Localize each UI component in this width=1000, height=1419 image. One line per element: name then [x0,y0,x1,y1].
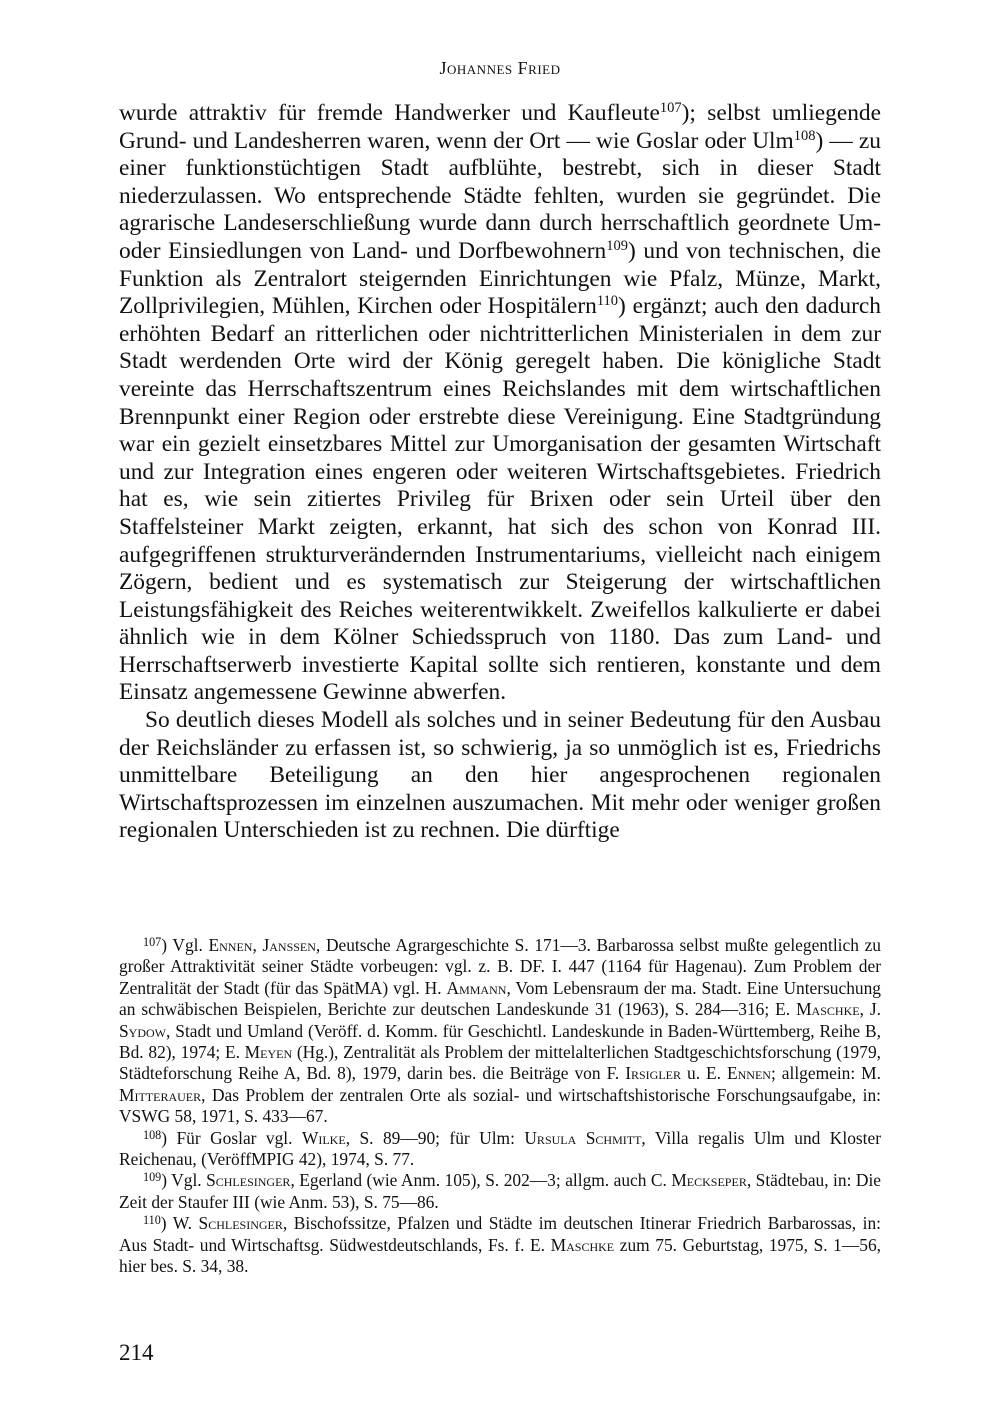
text-run: ) — zu einer funktionstüchtigen Stadt aufblühte, bestrebt, sich in dieser Stadt niederzulassen. Wo entsprechende Städte fehlten, wurden sie gegründet. Die agrarische Landeserschließung wurde dann durch herrschaftlich geordnete Um- oder Einsiedlungen von Land- und Dorfbewohnern [119,127,882,264]
text-run: zum 75. Geburtstag, 1975, S. 1—56, hier bes. S. 34, 38. [119,1234,882,1277]
author-name: Ursula Schmitt [524,1127,642,1148]
footnote-number: 107 [143,935,162,950]
author-name: Ammann [446,977,507,998]
text-run: , Deutsche Agrargeschichte S. 171—3. Barbarossa selbst mußte gelegentlich zu großer Attraktivität seiner Städte vorbeugen: vgl. z. B. DF. I. 447 (1164 für Hagenau). Zum Problem der Zentralität der Stadt (für das SpätMA) vgl. H. [119,935,882,998]
author-name: Wilke [301,1127,346,1148]
text-run: u. E. [681,1063,727,1084]
text-run: ; allgemein: M. [770,1063,881,1084]
text-run: wurde attraktiv für fremde Handwerker und Kaufleute [119,100,660,126]
author-name: Meyen [244,1042,293,1063]
footnote-number: 109 [143,1170,162,1185]
author-name: Mitterauer [119,1084,202,1105]
author-name: Meckseper [671,1170,747,1191]
text-run: ) W. [160,1213,199,1234]
footnote-110 [119,1213,881,1277]
footnote-number: 108 [143,1127,162,1142]
text-run: , Villa regalis Ulm und Kloster Reichenau, (VeröffMPIG 42), 1974, S. 77. [119,1127,881,1170]
paragraph [119,100,881,707]
text-run: ) und von technischen, die Funktion als Zentralort steigernden Einrichtungen wie Pfalz, Münze, Markt, Zollprivilegien, Mühlen, Kirchen oder Hospitälern [119,237,881,320]
text-run: (Hg.), Zentralität als Problem der mittelalterlichen Stadtgeschichtsforschung (1979, Städteforschung Reihe A, Bd. 8), 1979, darin bes. die Beiträge von F. [119,1042,881,1084]
paragraph: So deutlich dieses Modell als solches und in seiner Bedeutung für den Ausbau der Reichsländer zu erfassen ist, so schwierig, ja so unmöglich ist es, Friedrichs unmittelbare Beteiligung an den hier angesprochenen regionalen Wirtschaftsprozessen im einzelnen auszumachen. Mit mehr oder weniger großen regionalen Unterschieden ist zu rechnen. Die dürftige [119,707,881,844]
footnote-108 [119,1128,881,1171]
author-name: Sydow [119,1020,166,1041]
author-name: Ennen, Janssen [208,935,316,955]
body-text [119,100,881,845]
footnote-ref-108[interactable]: 108 [793,127,816,144]
text-run: ) Vgl. [161,935,209,955]
author-name: Schlesinger [206,1170,291,1191]
text-run: , Städtebau, in: Die Zeit der Staufer III (wie Anm. 53), S. 75—86. [119,1170,881,1212]
text-run: , Stadt und Umland (Veröff. d. Komm. für Geschichtl. Landeskunde in Baden-Württemberg, Reihe B, Bd. 82), 1974; E. [119,1020,881,1063]
text-run: ) Vgl. [161,1170,207,1191]
text-run: ); selbst umliegende Grund- und Landesherren waren, wenn der Ort — wie Goslar oder Ulm [119,100,881,154]
author-name: Irsigler [625,1063,681,1084]
text-run: , Das Problem der zentralen Orte als sozial- und wirtschaftshistorische Forschungsaufgabe, in: VSWG 58, 1971, S. 433—67. [119,1084,881,1127]
text-run: , Bischofssitze, Pfalzen und Städte im deutschen Itinerar Friedrich Barbarossas, in: Aus Stadt- und Wirtschaftsg. Südwestdeutschlands, Fs. f. E. [119,1213,881,1255]
author-name: Schlesinger [198,1213,283,1234]
footnote-ref-109[interactable]: 109 [606,238,628,254]
text-run: ) ergänzt; auch den dadurch erhöhten Bedarf an ritterlichen oder nichtritterlichen Ministerialen in dem zur Stadt werdenden Orte wird der König geregelt haben. Die königliche Stadt vereinte das Herrschaftszentrum eines Reichslandes mit dem wirtschaftlichen Brennpunkt einer Region oder erstrebte diese Vereinigung. Eine Stadtgründung war ein gezielt einsetzbares Mittel zur Umorganisation der gesamten Wirtschaft und zur Integration eines engeren oder weiteren Wirtschaftsgebietes. Friedrich hat es, wie sein zitiertes Privileg für Brixen oder sein Urteil über den Staffelsteiner Markt zeigten, erkannt, hat sich des schon von Konrad III. aufgegriffenen strukturverändernden Instrumentariums, vielleicht nach einigem Zögern, bedient und es systematisch zur Steigerung der wirtschaftlichen Leistungsfähigkeit des Reiches weiterentwikkelt. Zweifellos kalkulierte er dabei ähnlich wie in dem Kölner Schiedsspruch von 1180. Das zum Land- und Herrschaftserwerb investierte Kapital sollte sich rentieren, konstante und dem Einsatz angemessene Gewinne abwerfen. [119,293,881,706]
author-name: Maschke [796,999,860,1020]
text-run: , Egerland (wie Anm. 105), S. 202—3; allgm. auch C. [290,1170,672,1191]
footnote-ref-107[interactable]: 107 [659,100,682,117]
footnote-ref-110[interactable]: 110 [596,293,619,310]
author-name: Ennen [727,1063,771,1084]
running-head: Johannes Fried [439,58,561,78]
footnote-109 [119,1170,881,1213]
footnote-number: 110 [143,1213,161,1228]
footnotes [119,935,881,1278]
text-run: , Vom Lebensraum der ma. Stadt. Eine Untersuchung an schwäbischen Beispielen, Berichte zur deutschen Landeskunde 31 (1963), S. 284—316; E. [119,977,882,1020]
text-run: ) Für Goslar vgl. [161,1127,302,1148]
author-name: Maschke [550,1234,615,1255]
text-run: , S. 89—90; für Ulm: [345,1127,525,1148]
page-number: 214 [119,1340,154,1365]
text-run: , J. [859,999,881,1020]
footnote-107 [119,935,881,1128]
